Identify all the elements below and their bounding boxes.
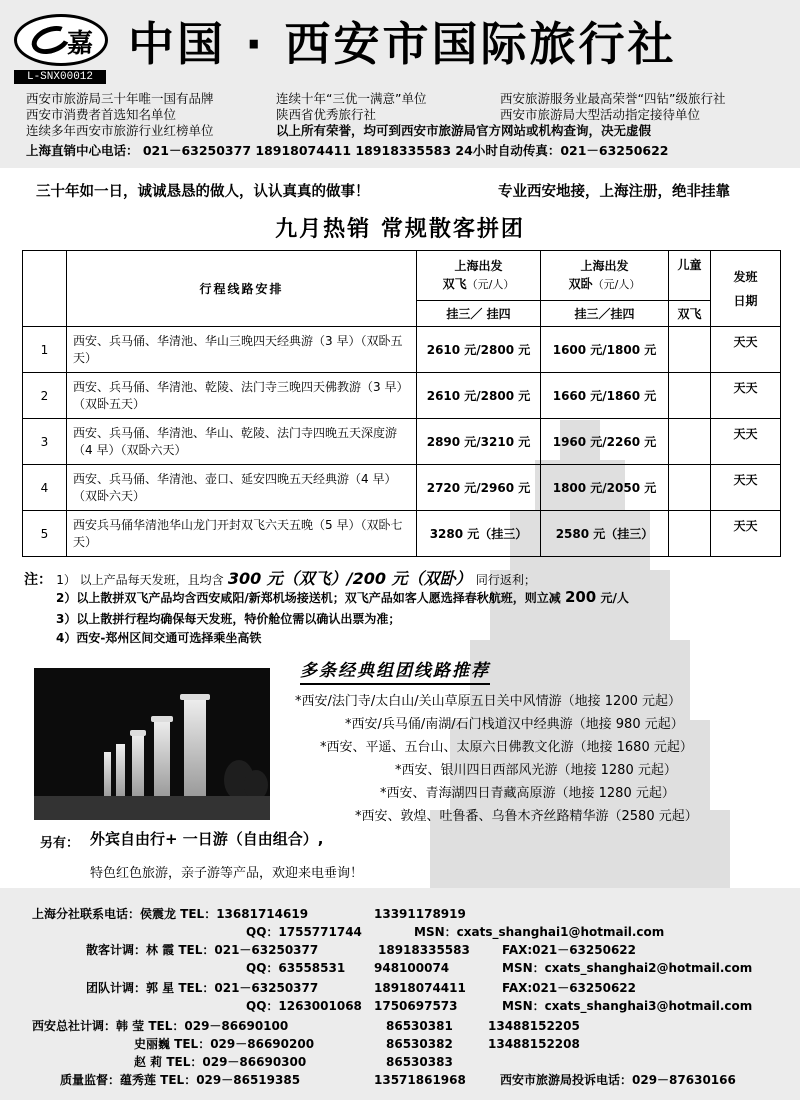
honor-item: 西安市旅游局三十年唯一国有品牌 (26, 91, 214, 106)
row-number: 3 (23, 419, 67, 465)
note-1: 注： 1） 以上产品每天发班，且均含 300 元（双飞）/200 元（双卧） 同行返利； (24, 569, 536, 588)
contact-line: 13488152205 (488, 1019, 580, 1033)
row-number: 1 (23, 327, 67, 373)
row-route: 西安、兵马俑、华清池、华山三晚四天经典游（3 早）（双卧五天） (67, 327, 417, 373)
table-row (23, 419, 781, 465)
contact-line: MSN：cxats_shanghai3@hotmail.com (502, 999, 753, 1013)
header-band (0, 0, 800, 168)
row-sleeper-price: 2580 元（挂三） (541, 511, 669, 557)
row-schedule: 天天 (711, 511, 781, 557)
row-schedule: 天天 (711, 465, 781, 511)
license-code: L-SNX00012 (14, 70, 106, 84)
contact-line: 史丽巍 TEL：029－86690200 (134, 1037, 315, 1051)
header-schedule: 发班 日期 (711, 251, 781, 327)
contact-line: 西安总社计调：韩 莹 TEL：029－86690100 (32, 1019, 289, 1033)
slogan-left: 三十年如一日，诚诚恳恳的做人，认认真真的做事！ (36, 184, 370, 200)
contact-line: 13391178919 (374, 907, 466, 921)
recommend-item: *西安/法门寺/太白山/关山草原五日关中风情游（地接 1200 元起） (295, 694, 681, 709)
row-schedule: 天天 (711, 419, 781, 465)
row-child-price (669, 373, 711, 419)
honor-item: 连续十年“三优一满意”单位 (276, 91, 427, 106)
note-4: 4）西安-郑州区间交通可选择乘坐高铁 (56, 631, 262, 645)
honor-item: 西安市旅游局大型活动指定接待单位 (500, 107, 701, 122)
contact-line: 86530382 (386, 1037, 453, 1051)
night-plaza-photo (34, 668, 270, 820)
extra-label: 另有： (40, 836, 80, 851)
contact-line: 1750697573 (374, 999, 458, 1013)
honor-item: 西安旅游服务业最高荣誉“四钻”级旅行社 (500, 91, 726, 106)
section-title: 九月热销 常规散客拼团 (275, 217, 525, 242)
contact-line: 948100074 (374, 961, 450, 975)
contact-line: FAX:021－63250622 (502, 943, 637, 957)
row-child-price (669, 327, 711, 373)
table-row (23, 511, 781, 557)
row-fly-price: 2720 元/2960 元 (417, 465, 541, 511)
contact-line: 上海分社联系电话：侯震龙 TEL：13681714619 (32, 907, 309, 921)
header-child-mode: 双飞 (669, 301, 711, 327)
row-number: 2 (23, 373, 67, 419)
row-child-price (669, 419, 711, 465)
row-sleeper-price: 1660 元/1860 元 (541, 373, 669, 419)
header-sleeper: 上海出发 双卧（元/人） (541, 251, 669, 301)
contact-line: 质量监督：蕴秀莲 TEL：029－86519385 (60, 1073, 301, 1087)
contact-line: 西安市旅游局投诉电话：029－87630166 (500, 1073, 736, 1087)
recommend-item: *西安、敦煌、吐鲁番、乌鲁木齐丝路精华游（2580 元起） (355, 809, 698, 824)
header-fly: 上海出发 双飞（元/人） (417, 251, 541, 301)
recommend-item: *西安、青海湖四日青藏高原游（地接 1280 元起） (380, 786, 675, 801)
recommend-title: 多条经典组团线路推荐 (300, 656, 490, 685)
contact-line: 团队计调：郭 星 TEL：021－63250377 (86, 981, 319, 995)
honor-item: 连续多年西安市旅游行业红榜单位 (26, 123, 214, 138)
contact-line: QQ：1755771744 (246, 925, 362, 939)
row-fly-price: 3280 元（挂三） (417, 511, 541, 557)
recommend-item: *西安、银川四日西部风光游（地接 1280 元起） (395, 763, 677, 778)
contact-footer (0, 888, 800, 1100)
row-route: 西安、兵马俑、华清池、华山、乾陵、法门寺四晚五天深度游（4 早）（双卧六天） (67, 419, 417, 465)
header-grade-sleeper: 挂三／挂四 (541, 301, 669, 327)
contact-line: MSN：cxats_shanghai1@hotmail.com (414, 925, 665, 939)
contact-line: QQ：63558531 (246, 961, 346, 975)
route-price-table (22, 250, 781, 557)
honor-item: 西安市消费者首选知名单位 (26, 107, 177, 122)
row-number: 5 (23, 511, 67, 557)
recommend-item: *西安、平遥、五台山、太原六日佛教文化游（地接 1680 元起） (320, 740, 693, 755)
contact-line: FAX:021－63250622 (502, 981, 637, 995)
contact-line: 13488152208 (488, 1037, 580, 1051)
contact-line: 散客计调：林 霞 TEL：021－63250377 (86, 943, 319, 957)
slogan-right: 专业西安地接，上海注册，绝非挂靠 (498, 184, 730, 200)
header-grade-fly: 挂三／ 挂四 (417, 301, 541, 327)
row-fly-price: 2610 元/2800 元 (417, 373, 541, 419)
row-child-price (669, 465, 711, 511)
contact-line: 13571861968 (374, 1073, 466, 1087)
extra-main: 外宾自由行+ 一日游（自由组合）, (90, 830, 324, 848)
logo-character: 嘉 (66, 29, 93, 59)
page-title: 中国 · 西安市国际旅行社 (128, 17, 677, 71)
row-child-price (669, 511, 711, 557)
company-logo (14, 14, 108, 66)
row-sleeper-price: 1800 元/2050 元 (541, 465, 669, 511)
extra-sub: 特色红色旅游，亲子游等产品，欢迎来电垂询！ (90, 866, 364, 881)
recommend-item: *西安/兵马俑/南湖/石门栈道汉中经典游（地接 980 元起） (345, 717, 684, 732)
table-row (23, 327, 781, 373)
row-schedule: 天天 (711, 327, 781, 373)
contact-line: QQ：1263001068 (246, 999, 362, 1013)
header-no (23, 251, 67, 327)
contact-line: MSN：cxats_shanghai2@hotmail.com (502, 961, 753, 975)
hotline: 上海直销中心电话： 021－63250377 18918074411 18918335583 24小时自动传真：021－63250622 (26, 143, 669, 158)
contact-line: 86530381 (386, 1019, 453, 1033)
row-fly-price: 2890 元/3210 元 (417, 419, 541, 465)
table-row (23, 465, 781, 511)
header-route: 行程线路安排 (67, 251, 417, 327)
row-route: 西安、兵马俑、华清池、乾陵、法门寺三晚四天佛教游（3 早）（双卧五天） (67, 373, 417, 419)
row-sleeper-price: 1960 元/2260 元 (541, 419, 669, 465)
table-row (23, 373, 781, 419)
row-route: 西安、兵马俑、华清池、壶口、延安四晚五天经典游（4 早）（双卧六天） (67, 465, 417, 511)
note-2: 2）以上散拼双飞产品均含西安咸阳/新郑机场接送机；双飞产品如客人愿选择春秋航班，则立减 200 元/人 (56, 588, 629, 606)
row-fly-price: 2610 元/2800 元 (417, 327, 541, 373)
row-number: 4 (23, 465, 67, 511)
honor-disclaimer: 以上所有荣誉，均可到西安市旅游局官方网站或机构查询，决无虚假 (276, 123, 652, 138)
contact-line: 86530383 (386, 1055, 453, 1069)
row-schedule: 天天 (711, 373, 781, 419)
contact-line: 18918335583 (378, 943, 470, 957)
contact-line: 赵 莉 TEL：029－86690300 (134, 1055, 307, 1069)
contact-line: 18918074411 (374, 981, 466, 995)
note-3: 3）以上散拼行程均确保每天发班，特价舱位需以确认出票为准； (56, 612, 401, 626)
row-route: 西安兵马俑华清池华山龙门开封双飞六天五晚（5 早）（双卧七天） (67, 511, 417, 557)
header-child: 儿童 (669, 251, 711, 301)
honor-item: 陕西省优秀旅行社 (276, 107, 377, 122)
row-sleeper-price: 1600 元/1800 元 (541, 327, 669, 373)
